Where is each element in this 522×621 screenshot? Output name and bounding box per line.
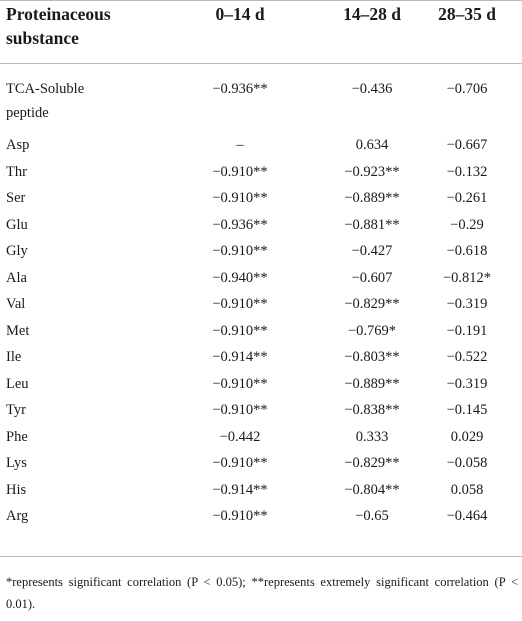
cell-value: −0.769*: [347, 322, 397, 339]
cell-value: −0.910**: [212, 375, 268, 392]
cell-value: −0.436: [351, 81, 393, 97]
row-label: Ile: [6, 349, 22, 365]
table-row: [0, 450, 522, 476]
table-row: [0, 503, 522, 529]
cell-value: 0.634: [355, 137, 389, 153]
table-top-rule: [0, 0, 522, 1]
header-28-35-d: 28–35 d: [438, 4, 496, 24]
table-row: [0, 424, 522, 450]
cell-value: −0.910**: [212, 455, 268, 471]
header-0-14-d: 0–14 d: [215, 4, 265, 24]
table-bottom-rule: [0, 556, 522, 557]
table-row: [0, 76, 522, 121]
cell-value: −0.910**: [212, 243, 268, 259]
row-label: Gly: [6, 243, 28, 259]
cell-value: −0.914**: [212, 481, 268, 498]
table-row: [0, 397, 522, 423]
cell-value: −0.804**: [344, 481, 400, 498]
table-row: [0, 371, 522, 397]
cell-value: −0.923**: [344, 163, 400, 180]
cell-value: −0.829**: [344, 296, 400, 312]
cell-value: −0.914**: [212, 349, 268, 365]
cell-value: −0.936**: [212, 81, 268, 97]
table-row: [0, 265, 522, 291]
cell-value: −0.607: [351, 269, 393, 286]
cell-value: −0.29: [450, 216, 484, 233]
header-bottom-rule: [0, 63, 522, 64]
cell-value: −0.132: [446, 163, 488, 180]
row-label: Ser: [6, 190, 26, 206]
cell-value: −0.319: [446, 375, 488, 392]
table-row: [0, 291, 522, 317]
row-label: Arg: [6, 508, 29, 524]
cell-value: −0.618: [446, 243, 488, 259]
row-label: Asp: [6, 137, 30, 153]
cell-value: −0.667: [446, 137, 488, 153]
cell-value: −0.881**: [344, 216, 400, 233]
cell-value: −0.812*: [442, 269, 492, 286]
row-label: Val: [6, 296, 26, 312]
cell-value: −0.058: [446, 455, 488, 471]
row-label: His: [6, 481, 27, 498]
cell-value: −0.910**: [212, 508, 268, 524]
table-row: [0, 185, 522, 211]
row-label: Tyr: [6, 402, 26, 418]
cell-value: −0.829**: [344, 455, 400, 471]
cell-value: −0.522: [446, 349, 488, 365]
cell-value: −0.910**: [212, 190, 268, 206]
cell-value: −0.145: [446, 402, 488, 418]
cell-value: −0.838**: [344, 402, 400, 418]
cell-value: −0.427: [351, 243, 393, 259]
row-label: Lys: [6, 455, 27, 471]
cell-value: −0.803**: [344, 349, 400, 365]
cell-value: −0.65: [355, 508, 389, 524]
cell-value: −0.261: [446, 190, 488, 206]
cell-value: −0.464: [446, 508, 488, 524]
cell-value: 0.333: [355, 428, 389, 445]
table-row: [0, 159, 522, 185]
cell-value: 0.058: [450, 481, 484, 498]
cell-value: −0.940**: [212, 269, 268, 286]
cell-value: −0.910**: [212, 402, 268, 418]
table-row: [0, 344, 522, 370]
cell-value: −0.442: [219, 428, 261, 445]
row-label: Phe: [6, 428, 28, 445]
header-label: Proteinaceous substance: [6, 4, 111, 48]
header-proteinaceous-substance: [6, 2, 176, 50]
cell-value: −0.191: [446, 322, 488, 339]
table-row: [0, 132, 522, 158]
table-row: [0, 238, 522, 264]
row-label: Leu: [6, 375, 29, 392]
table-row: [0, 477, 522, 503]
cell-value: −0.889**: [344, 190, 400, 206]
cell-value: −0.910**: [212, 296, 268, 312]
cell-value: −0.889**: [344, 375, 400, 392]
row-label: Thr: [6, 163, 27, 180]
row-label: TCA-Soluble peptide: [6, 81, 85, 121]
cell-value: −0.910**: [212, 322, 268, 339]
row-label: Ala: [6, 269, 27, 286]
table-footnote: *represents significant correlation (P < 0.05); **represents extremely significant correlation (P < 0.01).: [6, 575, 518, 611]
row-label: Met: [6, 322, 30, 339]
cell-value: −0.936**: [212, 216, 268, 233]
cell-value: 0.029: [450, 428, 484, 445]
row-label: Glu: [6, 216, 28, 233]
cell-value: −0.706: [446, 81, 488, 97]
cell-value: −0.319: [446, 296, 488, 312]
cell-value: −0.910**: [212, 163, 268, 180]
header-14-28-d: 14–28 d: [343, 4, 401, 24]
table-row: [0, 318, 522, 344]
cell-value: –: [236, 137, 244, 153]
table-row: [0, 212, 522, 238]
